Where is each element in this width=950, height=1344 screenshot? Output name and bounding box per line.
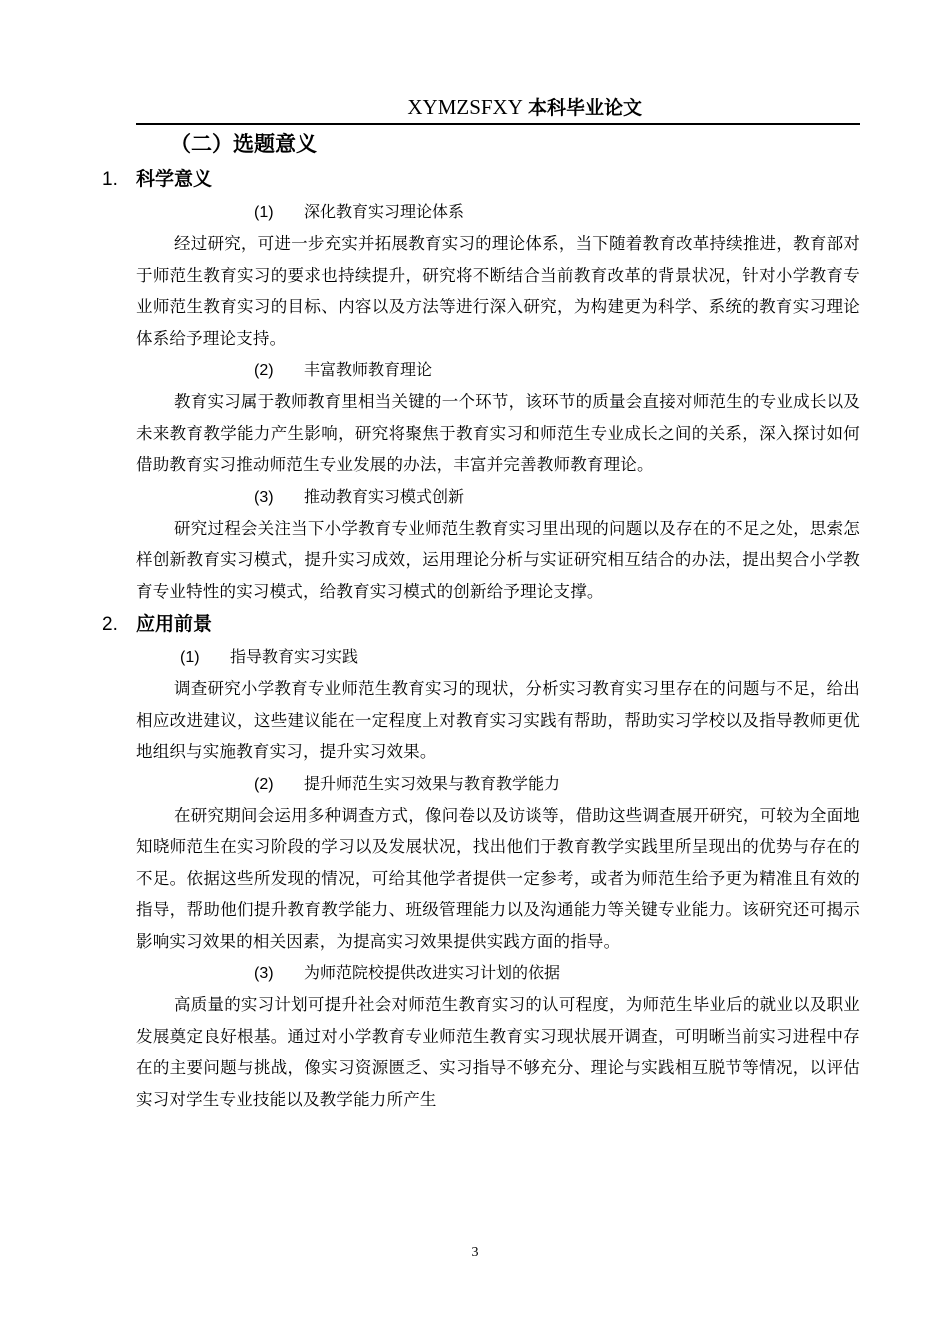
item-heading xyxy=(136,957,860,989)
item-heading xyxy=(136,196,860,228)
item-number: (1) xyxy=(254,204,274,221)
paragraph: 高质量的实习计划可提升社会对师范生教育实习的认可程度，为师范生毕业后的就业以及职业发展奠定良好根基。通过对小学教育专业师范生教育实习现状展开调查，可明晰当前实习进程中存在的主要问题与挑战，像实习资源匮乏、实习指导不够充分、理论与实践相互脱节等情况，以评估实习对学生专业技能以及教学能力所产生 xyxy=(136,995,860,1109)
item-title: 丰富教师教育理论 xyxy=(304,360,433,379)
item-number: (2) xyxy=(254,775,274,793)
item-number: (2) xyxy=(254,362,274,379)
page-number: 3 xyxy=(471,1245,479,1260)
paragraph: 经过研究，可进一步充实并拓展教育实习的理论体系，当下随着教育改革持续推进，教育部对于师范生教育实习的要求也持续提升，研究将不断结合当前教育改革的背景状况，针对小学教育专业师范生教育实习的目标、内容以及方法等进行深入研究，为构建更为科学、系统的教育实习理论体系给予理论支持。 xyxy=(136,234,860,348)
item-title: 指导教育实习实践 xyxy=(230,647,359,666)
part-number: 2. xyxy=(102,614,118,635)
item-number: (1) xyxy=(180,649,200,666)
item-title: 为师范院校提供改进实习计划的依据 xyxy=(304,963,561,982)
paragraph: 研究过程会关注当下小学教育专业师范生教育实习里出现的问题以及存在的不足之处，思索怎样创新教育实习模式，提升实习成效，运用理论分析与实证研究相互结合的办法，提出契合小学教育专业特性的实习模式，给教育实习模式的创新给予理论支撑。 xyxy=(136,518,860,601)
header-title: 本科毕业论文 xyxy=(527,97,642,119)
part-title: 科学意义 xyxy=(136,168,213,190)
item-heading xyxy=(136,354,860,386)
document-body xyxy=(102,126,860,1115)
item-number: (3) xyxy=(254,488,274,506)
item-title: 深化教育实习理论体系 xyxy=(304,202,465,221)
section-title: （二）选题意义 xyxy=(170,132,317,156)
header-code: XYMZSFXY xyxy=(407,95,523,119)
item-heading xyxy=(136,641,860,673)
part-heading xyxy=(102,607,860,641)
item-heading xyxy=(136,481,860,513)
part-title: 应用前景 xyxy=(136,613,213,635)
item-title: 推动教育实习模式创新 xyxy=(304,486,465,506)
running-header xyxy=(136,93,860,125)
paragraph: 调查研究小学教育专业师范生教育实习的现状，分析实习教育实习里存在的问题与不足，给出相应改进建议，这些建议能在一定程度上对教育实习实践有帮助，帮助实习学校以及指导教师更优地组织与实施教育实习，提升实习效果。 xyxy=(136,679,860,761)
paragraph: 在研究期间会运用多种调查方式，像问卷以及访谈等，借助这些调查展开研究，可较为全面地知晓师范生在实习阶段的学习以及发展状况，找出他们于教育教学实践里所呈现出的优势与存在的不足。依据这些所发现的情况，可给其他学者提供一定参考，或者为师范生给予更为精准且有效的指导，帮助他们提升教育教学能力、班级管理能力以及沟通能力等关键专业能力。该研究还可揭示影响实习效果的相关因素，为提高实习效果提供实践方面的指导。 xyxy=(136,805,860,951)
item-number: (3) xyxy=(254,965,274,982)
paragraph: 教育实习属于教师教育里相当关键的一个环节，该环节的质量会直接对师范生的专业成长以及未来教育教学能力产生影响，研究将聚焦于教育实习和师范生专业成长之间的关系，深入探讨如何借助教育实习推动师范生专业发展的办法，丰富并完善教师教育理论。 xyxy=(136,392,860,474)
part-number: 1. xyxy=(102,169,118,190)
part-heading xyxy=(102,162,860,196)
item-title: 提升师范生实习效果与教育教学能力 xyxy=(304,773,561,793)
item-heading xyxy=(136,768,860,800)
